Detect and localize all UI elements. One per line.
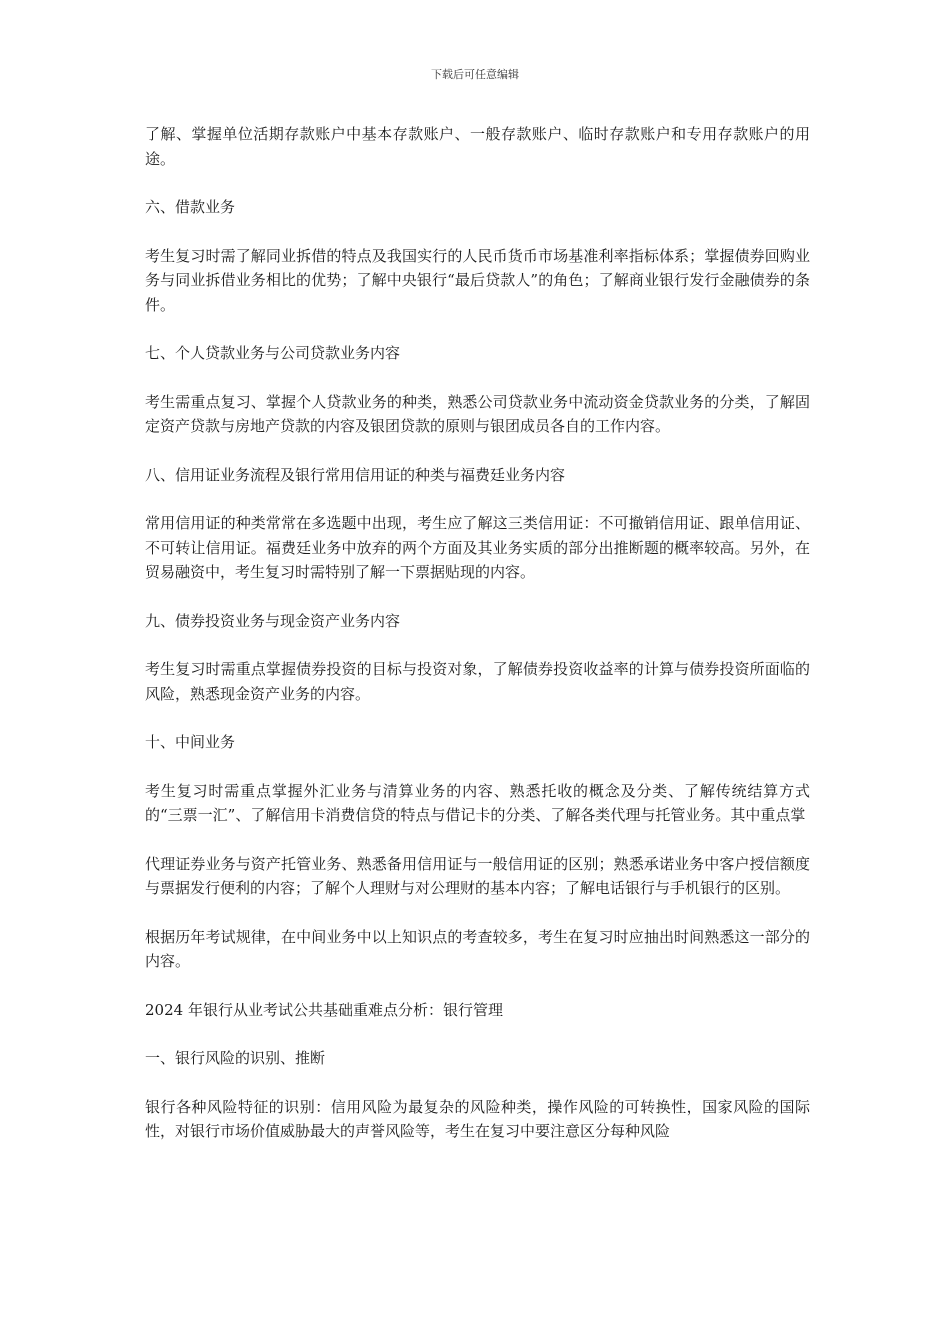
- paragraph: 考生复习时需重点掌握外汇业务与清算业务的内容、熟悉托收的概念及分类、了解传统结算方式的“三票一汇”、了解信用卡消费信贷的特点与借记卡的分类、了解各类代理与托管业务。其中重点掌: [145, 781, 810, 824]
- paragraph: 常用信用证的种类常常在多选题中出现，考生应了解这三类信用证：不可撤销信用证、跟单信用证、不可转让信用证。福费廷业务中放弃的两个方面及其业务实质的部分出推断题的概率较高。另外，在贸易融资中，考生复习时需特别了解一下票据贴现的内容。: [145, 514, 810, 581]
- paragraph: 考生复习时需重点掌握债券投资的目标与投资对象，了解债券投资收益率的计算与债券投资所面临的风险，熟悉现金资产业务的内容。: [145, 660, 810, 703]
- page-header: 下载后可任意编辑: [431, 68, 519, 81]
- section-heading: 一、银行风险的识别、推断: [145, 1049, 326, 1067]
- document-body: [145, 122, 810, 1168]
- paragraph: 考生复习时需了解同业拆借的特点及我国实行的人民币货币市场基准利率指标体系；掌握债券回购业务与同业拆借业务相比的优势；了解中央银行“最后贷款人”的角色；了解商业银行发行金融债券的条件。: [145, 246, 810, 314]
- section-heading: 六、借款业务: [145, 198, 236, 216]
- paragraph: 了解、掌握单位活期存款账户中基本存款账户、一般存款账户、临时存款账户和专用存款账户的用途。: [145, 125, 810, 168]
- section-heading: 八、信用证业务流程及银行常用信用证的种类与福费廷业务内容: [145, 465, 566, 484]
- paragraph: 代理证券业务与资产托管业务、熟悉备用信用证与一般信用证的区别；熟悉承诺业务中客户授信额度与票据发行便利的内容；了解个人理财与对公理财的基本内容；了解电话银行与手机银行的区别。: [145, 854, 810, 897]
- paragraph: 考生需重点复习、掌握个人贷款业务的种类，熟悉公司贷款业务中流动资金贷款业务的分类，了解固定资产贷款与房地产贷款的内容及银团贷款的原则与银团成员各自的工作内容。: [145, 392, 810, 435]
- section-heading: 九、债券投资业务与现金资产业务内容: [145, 611, 401, 630]
- paragraph: 根据历年考试规律，在中间业务中以上知识点的考查较多，考生在复习时应抽出时间熟悉这一部分的内容。: [145, 927, 810, 970]
- section-heading: 十、中间业务: [145, 733, 236, 751]
- document-title: 2024 年银行从业考试公共基础重难点分析：银行管理: [145, 1000, 503, 1019]
- paragraph: 银行各种风险特征的识别：信用风险为最复杂的风险种类，操作风险的可转换性，国家风险的国际性，对银行市场价值威胁最大的声誉风险等，考生在复习中要注意区分每种风险: [145, 1097, 810, 1140]
- section-heading: 七、个人贷款业务与公司贷款业务内容: [145, 344, 401, 362]
